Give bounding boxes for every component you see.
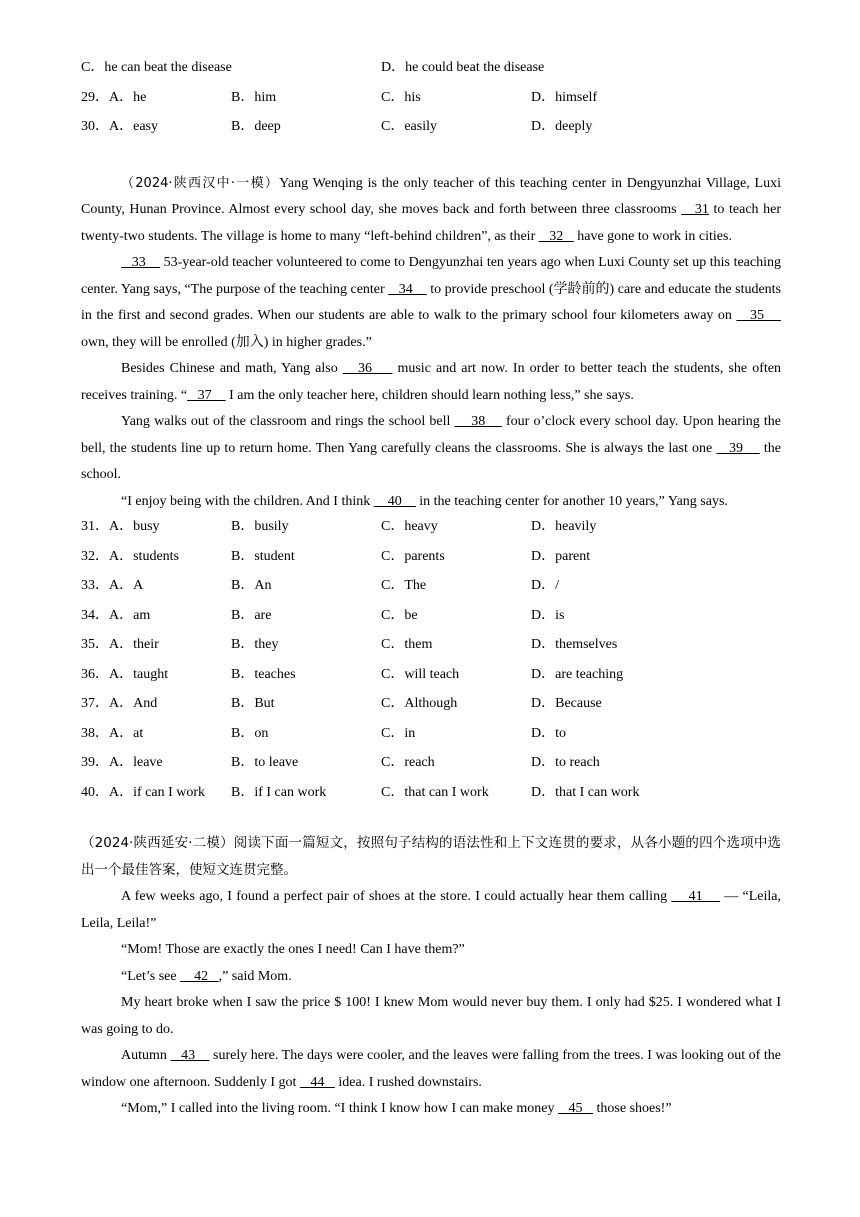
text: four o’clock every school day. Upon hearing the bell, the students line up to return home. Then Yang carefully cleans the classrooms. She is always the last one xyxy=(81,414,782,456)
blank-33: 33 xyxy=(121,255,160,270)
option-d: D．to xyxy=(531,725,566,741)
question-options-row xyxy=(81,635,781,665)
question-number: 29． xyxy=(81,89,109,105)
question-number-and-option-a xyxy=(81,694,157,714)
question-options-row xyxy=(81,694,781,724)
question-number-and-option-a xyxy=(81,635,159,655)
passage1-paragraph-4 xyxy=(81,409,781,489)
option-b: B．But xyxy=(231,696,275,711)
question-number-and-option-a xyxy=(81,606,150,626)
blank-35: 35 xyxy=(736,308,782,323)
blank-32: 32 xyxy=(538,228,574,244)
question-number: 37． xyxy=(81,696,109,711)
question-number: 38． xyxy=(81,725,109,741)
spacer xyxy=(81,812,781,830)
option-a: A．am xyxy=(109,607,151,623)
question-number: 34． xyxy=(81,607,109,623)
option-c: C．will teach xyxy=(381,666,460,682)
option-row xyxy=(81,58,781,88)
text: to teach her twenty-two students. The village is home to many “left-behind children”, as their xyxy=(81,202,782,244)
option-c: C．heavy xyxy=(381,519,438,534)
blank-36: 36 xyxy=(342,361,393,376)
question-options-row xyxy=(81,753,781,783)
question-number: 31． xyxy=(81,519,109,534)
option-a: A．if can I work xyxy=(109,784,206,800)
option-c: C．reach xyxy=(381,755,435,770)
passage2-paragraph-5 xyxy=(81,1043,781,1096)
text: Yang walks out of the classroom and rings the school bell xyxy=(121,414,455,429)
option-b: B．teaches xyxy=(231,666,296,682)
text: to provide preschool (学龄前的) care and educate the students in the first and second grades. When our students are able to walk to the primary school four kilometers away on xyxy=(81,281,782,323)
question-number-and-option-a xyxy=(81,724,143,744)
option-c: C．The xyxy=(381,578,427,593)
option-a: A．students xyxy=(109,548,179,564)
option-b: B．deep xyxy=(231,119,281,134)
passage2-paragraph-6 xyxy=(81,1096,781,1123)
option-a: A．A xyxy=(109,578,144,593)
text: own, they will be enrolled (加入) in higher grades.” xyxy=(81,334,372,350)
text: Yang Wenqing is the only teacher of this teaching center in Dengyunzhai Village, Luxi County, Hunan Province. Almost every school day, she moves back and forth between three classrooms xyxy=(81,175,781,217)
option-c: C．them xyxy=(381,637,433,652)
question-number-and-option-a xyxy=(81,88,146,108)
option-c: C．his xyxy=(381,89,421,105)
option-a: A．busy xyxy=(109,519,160,534)
blank-42: 42 xyxy=(180,968,219,984)
passage1-paragraph-1 xyxy=(81,171,781,251)
question-options-row xyxy=(81,724,781,754)
option-b: B．if I can work xyxy=(231,784,327,800)
option-b: B．are xyxy=(231,607,272,623)
option-c: C．in xyxy=(381,725,416,741)
question-29-options xyxy=(81,88,781,118)
question-number: 33． xyxy=(81,578,109,593)
passage2-paragraph-2: “Mom! Those are exactly the ones I need! Can I have them?” xyxy=(121,942,465,957)
blank-31: 31 xyxy=(681,202,709,217)
question-number: 30． xyxy=(81,119,109,134)
passage2-paragraph-4: My heart broke when I saw the price $ 100! I knew Mom would never buy them. I only had $25. I wondered what I was going to do. xyxy=(81,995,781,1037)
blank-44: 44 xyxy=(299,1074,335,1090)
option-c: C．easily xyxy=(381,119,437,134)
text: surely here. The days were cooler, and the leaves were falling from the trees. I was looking out of the window one afternoon. Suddenly I got xyxy=(81,1048,782,1090)
option-c: C．be xyxy=(381,607,418,623)
passage1-paragraph-5 xyxy=(81,489,781,516)
question-number-and-option-a xyxy=(81,783,205,803)
option-b: B．An xyxy=(231,578,272,593)
question-number: 39． xyxy=(81,755,109,770)
option-c: C．that can I work xyxy=(381,784,489,800)
option-d: D．he could beat the disease xyxy=(381,60,545,75)
text: in the teaching center for another 10 years,” Yang says. xyxy=(415,493,728,509)
option-d: D．deeply xyxy=(531,119,593,134)
passage1-paragraph-3 xyxy=(81,356,781,409)
option-a: A．at xyxy=(109,725,144,741)
text: I am the only teacher here, children should learn nothing less,” she says. xyxy=(225,387,634,403)
option-b: B．him xyxy=(231,89,277,105)
text: “Let’s see xyxy=(121,968,181,984)
blank-41: 41 xyxy=(671,889,720,904)
question-number-and-option-a xyxy=(81,576,143,596)
question-number: 40． xyxy=(81,784,109,800)
option-d: D．parent xyxy=(531,548,591,564)
source-label: （2024·陕西汉中·一模） xyxy=(121,175,280,191)
question-number: 32． xyxy=(81,548,109,564)
question-options-row xyxy=(81,606,781,636)
question-number: 35． xyxy=(81,637,109,652)
option-b: B．student xyxy=(231,548,295,564)
option-a: A．he xyxy=(109,89,147,105)
passage2-paragraph-1 xyxy=(81,884,781,937)
option-d: D．is xyxy=(531,607,565,623)
option-a: A．leave xyxy=(109,755,163,770)
option-c: C．parents xyxy=(381,548,445,564)
document-page xyxy=(81,58,781,1123)
option-a: A．taught xyxy=(109,666,169,682)
passage1-paragraph-2 xyxy=(81,250,781,356)
text: “Mom,” I called into the living room. “I think I know how I can make money xyxy=(121,1101,559,1116)
option-b: B．on xyxy=(231,725,269,741)
text: — “Leila, Leila, Leila!” xyxy=(81,889,781,931)
options-list xyxy=(81,517,781,812)
text: 53-year-old teacher volunteered to come to Dengyunzhai ten years ago when Luxi County set up this teaching center. Yang says, “The purpose of the teaching center xyxy=(81,255,781,297)
blank-34: 34 xyxy=(388,281,427,297)
option-a: A．easy xyxy=(109,119,158,134)
blank-43: 43 xyxy=(170,1048,210,1063)
question-number: 36． xyxy=(81,666,109,682)
option-d: D．to reach xyxy=(531,755,600,770)
spacer xyxy=(81,147,781,171)
option-d: D．Because xyxy=(531,696,602,711)
question-30-options xyxy=(81,117,781,147)
blank-38: 38 xyxy=(454,414,502,429)
text: ,” said Mom. xyxy=(218,968,292,984)
blank-45: 45 xyxy=(558,1101,594,1116)
option-d: D．that I can work xyxy=(531,784,640,800)
text: “I enjoy being with the children. And I think xyxy=(121,493,374,509)
option-a: A．their xyxy=(109,637,159,652)
question-options-row xyxy=(81,665,781,695)
question-number-and-option-a xyxy=(81,517,160,537)
text: have gone to work in cities. xyxy=(573,228,732,244)
text: Autumn xyxy=(121,1048,171,1063)
option-c: C．Although xyxy=(381,696,458,711)
option-d: D．are teaching xyxy=(531,666,624,682)
text: music and art now. In order to better teach the students, she often receives training. “ xyxy=(81,361,781,403)
option-b: B．to leave xyxy=(231,755,299,770)
question-options-row xyxy=(81,783,781,813)
option-d: D．themselves xyxy=(531,637,618,652)
text: Besides Chinese and math, Yang also xyxy=(121,361,343,376)
blank-39: 39 xyxy=(716,440,760,456)
text: idea. I rushed downstairs. xyxy=(334,1074,482,1090)
blank-40: 40 xyxy=(373,493,416,509)
option-a: A．And xyxy=(109,696,158,711)
option-d: D．heavily xyxy=(531,519,597,534)
text: A few weeks ago, I found a perfect pair of shoes at the store. I could actually hear them calling xyxy=(121,889,672,904)
question-number-and-option-a xyxy=(81,117,158,137)
question-options-row xyxy=(81,576,781,606)
option-d: D．/ xyxy=(531,578,559,593)
question-options-row xyxy=(81,517,781,547)
question-number-and-option-a xyxy=(81,665,168,685)
option-b: B．they xyxy=(231,637,279,652)
option-b: B．busily xyxy=(231,519,289,534)
text: the school. xyxy=(81,440,781,482)
question-number-and-option-a xyxy=(81,753,163,773)
passage2-paragraph-3 xyxy=(81,964,781,991)
text: those shoes!” xyxy=(593,1101,672,1116)
option-c: C．he can beat the disease xyxy=(81,60,232,75)
question-number-and-option-a xyxy=(81,547,179,567)
option-d: D．himself xyxy=(531,89,598,105)
passage2-instructions: （2024·陕西延安·二模）阅读下面一篇短文，按照句子结构的语法性和上下文连贯的要求，从各小题的四个选项中选出一个最佳答案，使短文连贯完整。 xyxy=(81,835,781,878)
question-options-row xyxy=(81,547,781,577)
blank-37: 37 xyxy=(187,387,226,403)
